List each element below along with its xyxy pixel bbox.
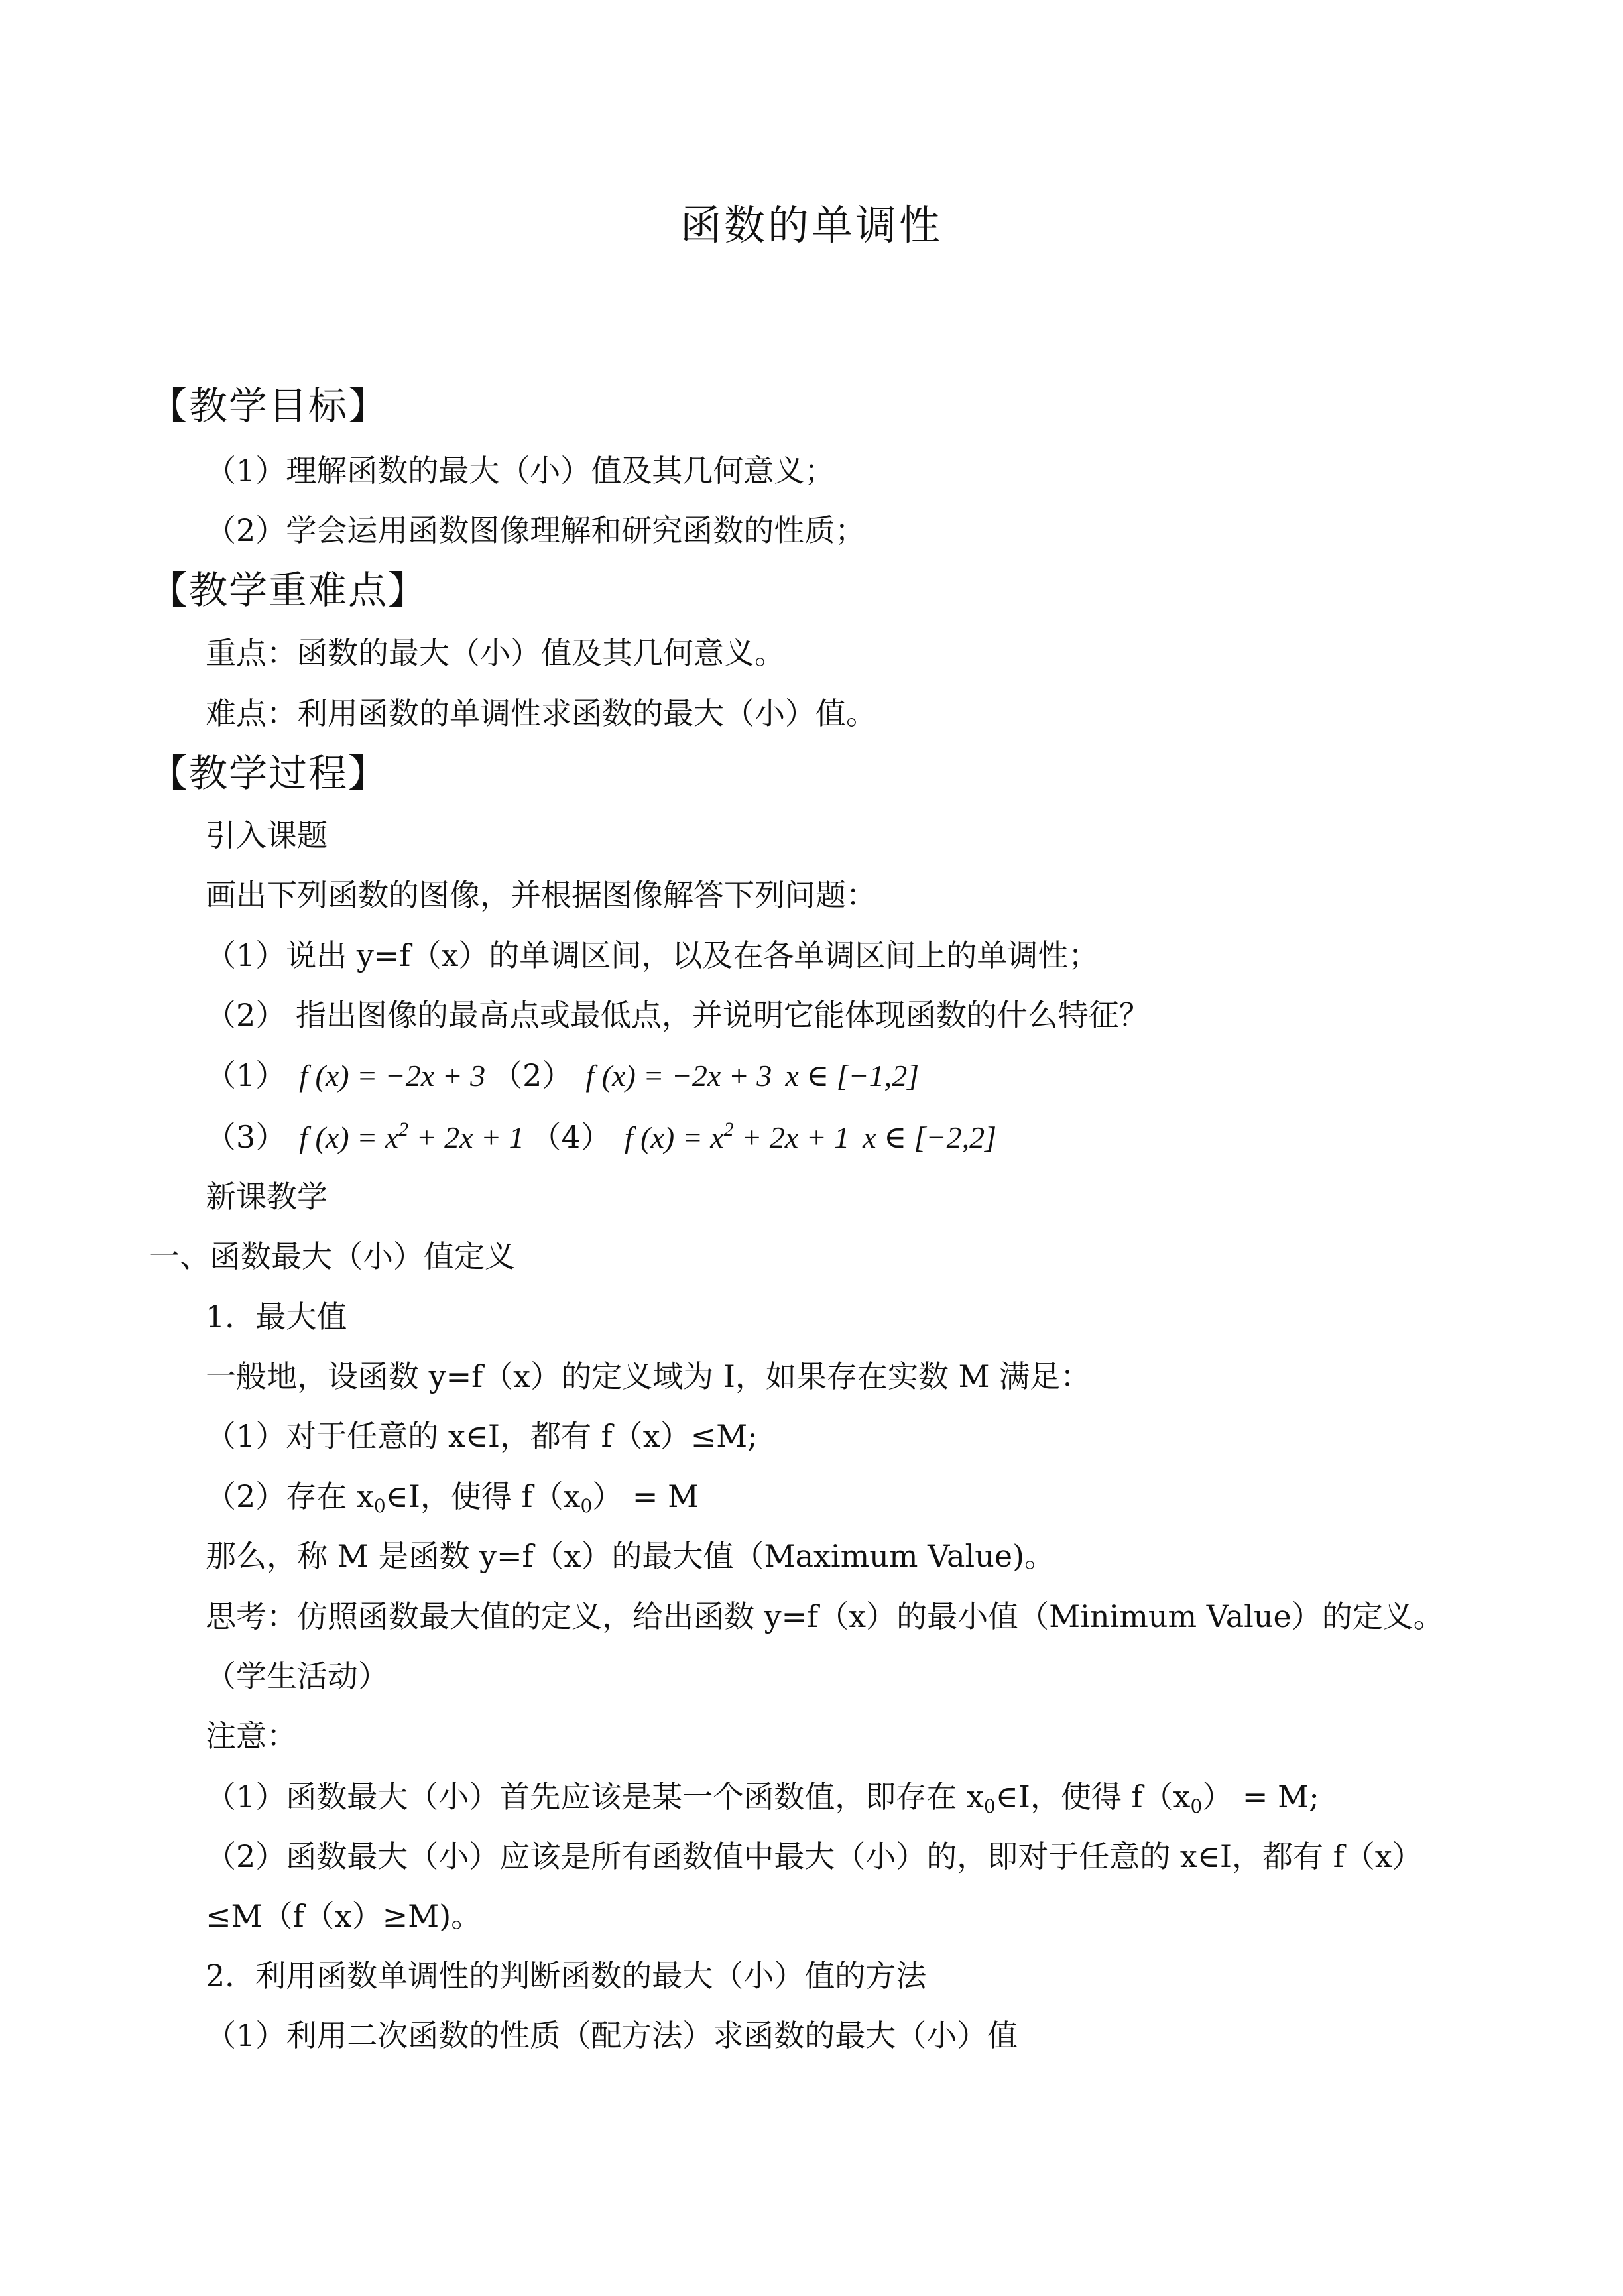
keypoints-heading: 【教学重难点】 [149,568,428,613]
formula-label-1: （1） [206,1057,286,1093]
intro-title: 引入课题 [206,817,328,853]
method-title: 2．利用函数单调性的判断函数的最大（小）值的方法 [206,1958,927,1994]
goals-heading: 【教学目标】 [149,383,389,428]
max-condition-1: （1）对于任意的 x∈I，都有 f（x）≤M; [206,1418,758,1454]
note-item-1: （1）函数最大（小）首先应该是某一个函数值，即存在 $x_0\in I$，使得 $f(x_0) = M$; [206,1779,1319,1817]
max-conclusion: 那么，称 M 是函数 y=f（x）的最大值（Maximum Value)。 [206,1538,1055,1574]
formula-2: f (x) = −2x + 3 [585,1059,772,1093]
note-title: 注意： [206,1718,297,1754]
intro-question-1: （1）说出 y=f（x）的单调区间，以及在各单调区间上的单调性； [206,937,1099,973]
formula-label-4: （4） [530,1119,611,1155]
document-title: 函数的单调性 [680,201,943,249]
keypoint-difficult: 难点：利用函数的单调性求函数的最大（小）值。 [206,695,876,731]
formula-4-domain: x ∈ [−2,2] [863,1120,996,1154]
intro-prompt: 画出下列函数的图像，并根据图像解答下列问题： [206,877,876,913]
formula-label-3: （3） [206,1119,286,1155]
goal-item-2: （2）学会运用函数图像理解和研究函数的性质； [206,513,866,548]
formula-2-domain: x ∈ [−1,2] [785,1059,920,1093]
note-item-2-line-1: （2）函数最大（小）应该是所有函数值中最大（小）的，即对于任意的 x∈I，都有 f（x） [206,1839,1423,1874]
formula-row-1 [206,1056,919,1096]
part1-heading: 一、函数最大（小）值定义 [149,1239,515,1274]
formula-3: f $(x) = x^2 + 2x + 1$ [299,1118,524,1154]
max-condition-2: （2）存在 $x_0\in I$，使得 $f(x_0) = M$ [206,1479,699,1517]
max-definition: 一般地，设函数 y=f（x）的定义域为 I，如果存在实数 M 满足： [206,1359,1091,1394]
goal-item-1: （1）理解函数的最大（小）值及其几何意义； [206,453,835,489]
max-title: 1．最大值 [206,1299,347,1335]
formula-row-2 [206,1117,996,1158]
formula-4: f $(x) = x^2 + 2x + 1$ [624,1118,850,1154]
keypoint-main: 重点：函数的最大（小）值及其几何意义。 [206,635,785,671]
new-lesson-title: 新课教学 [206,1179,328,1215]
student-activity: （学生活动） [206,1658,389,1694]
think-prompt: 思考：仿照函数最大值的定义，给出函数 y=f（x）的最小值（Minimum Value）的定义。 [206,1599,1444,1634]
note-item-2-line-2: ≤M（f（x）≥M)。 [206,1898,482,1934]
formula-1: f (x) = −2x + 3 [299,1059,486,1093]
process-heading: 【教学过程】 [149,751,389,796]
formula-label-2: （2） [492,1057,573,1093]
method-item-1: （1）利用二次函数的性质（配方法）求函数的最大（小）值 [206,2018,1018,2053]
intro-question-2: （2） 指出图像的最高点或最低点，并说明它能体现函数的什么特征？ [206,997,1150,1033]
